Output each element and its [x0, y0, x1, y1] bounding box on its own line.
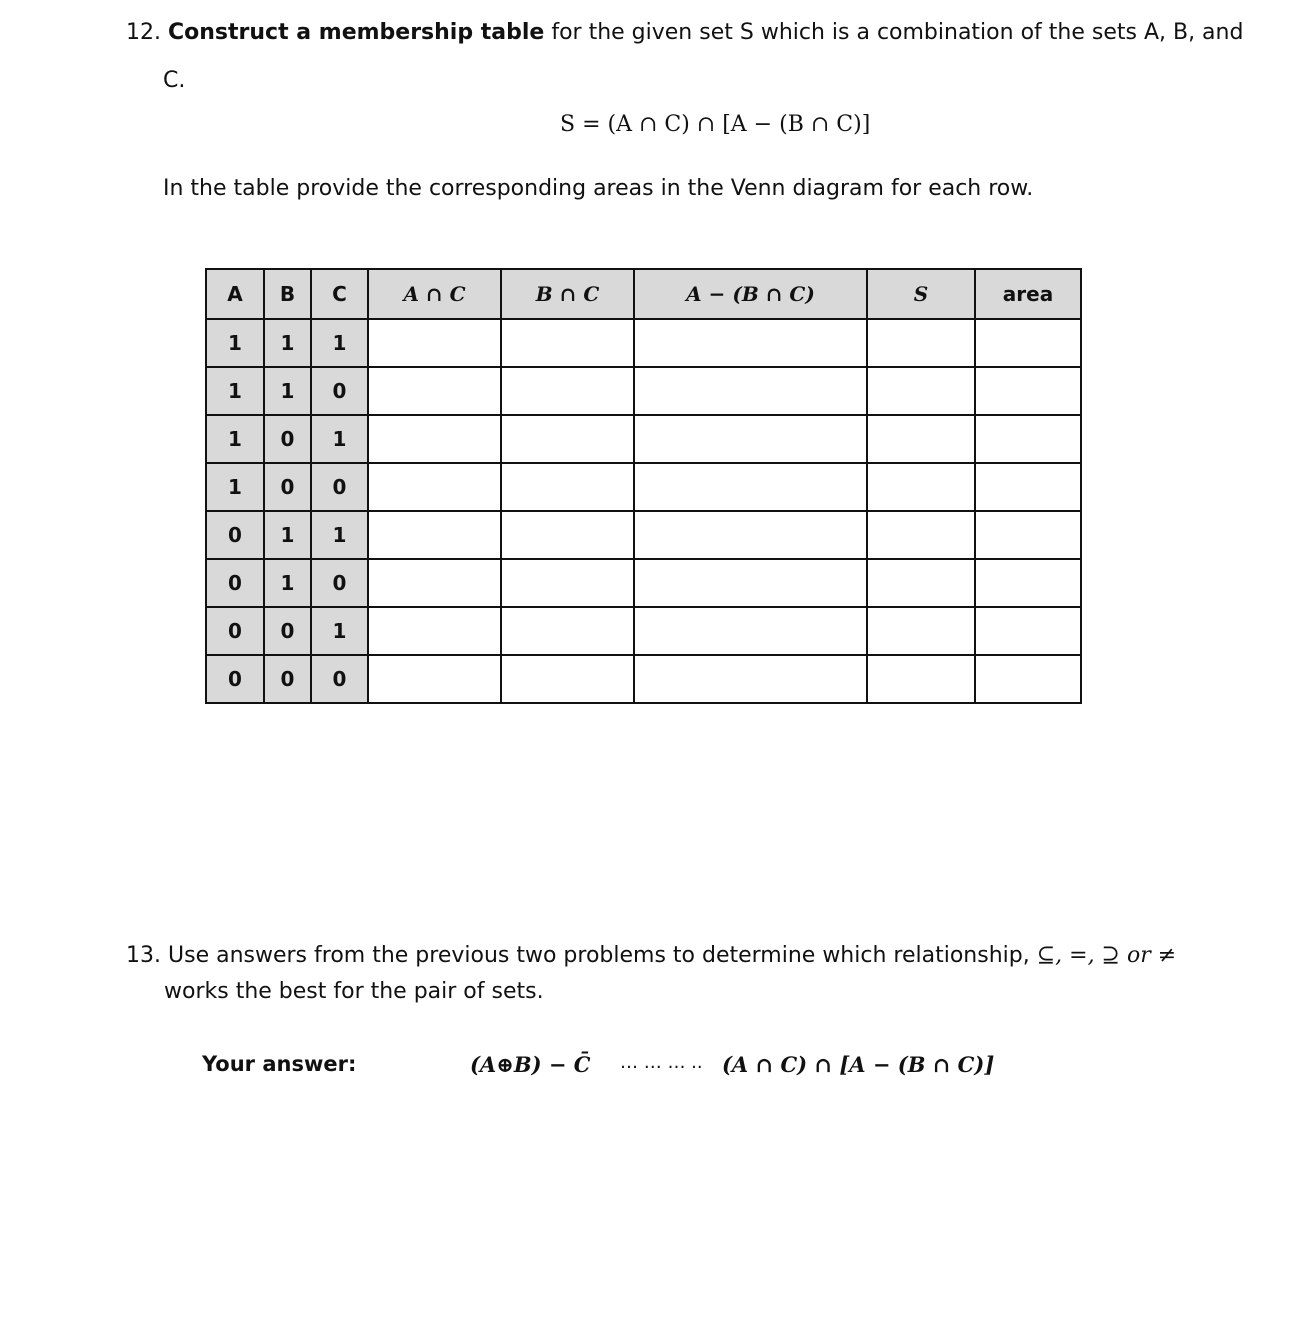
answer-cell-s[interactable] [867, 415, 975, 463]
table-row [206, 367, 1081, 415]
header-a: A [206, 269, 264, 319]
answer-cell-a-minus-b-intersect-c[interactable] [634, 367, 867, 415]
membership-cell-a: 0 [206, 559, 264, 607]
answer-cell-b-intersect-c[interactable] [501, 319, 634, 367]
answer-cell-area[interactable] [975, 463, 1081, 511]
answer-cell-a-intersect-c[interactable] [368, 655, 501, 703]
membership-cell-a: 0 [206, 511, 264, 559]
table-row [206, 559, 1081, 607]
question-12-rest: for the given set S which is a combination of the sets A, B, and [544, 20, 1244, 45]
question-12-number: 12. [126, 20, 161, 45]
header-a-intersect-c: A ∩ C [368, 269, 501, 319]
answer-cell-b-intersect-c[interactable] [501, 415, 634, 463]
membership-cell-c: 1 [311, 607, 368, 655]
question-12-continuation: C. [163, 68, 186, 93]
header-area: area [975, 269, 1081, 319]
answer-cell-a-intersect-c[interactable] [368, 463, 501, 511]
header-c: C [311, 269, 368, 319]
answer-right-expression: (A ∩ C) ∩ [A − (B ∩ C)] [722, 1052, 995, 1077]
answer-cell-area[interactable] [975, 607, 1081, 655]
membership-cell-b: 1 [264, 367, 311, 415]
membership-cell-a: 1 [206, 415, 264, 463]
membership-cell-b: 1 [264, 319, 311, 367]
membership-cell-c: 1 [311, 319, 368, 367]
header-a-minus-b-intersect-c: A − (B ∩ C) [634, 269, 867, 319]
answer-cell-s[interactable] [867, 607, 975, 655]
answer-cell-b-intersect-c[interactable] [501, 367, 634, 415]
membership-table [205, 268, 1082, 704]
membership-cell-a: 1 [206, 319, 264, 367]
question-13-number: 13. [126, 943, 161, 968]
answer-cell-b-intersect-c[interactable] [501, 655, 634, 703]
membership-cell-c: 1 [311, 511, 368, 559]
answer-cell-s[interactable] [867, 367, 975, 415]
table-row [206, 415, 1081, 463]
answer-cell-a-intersect-c[interactable] [368, 319, 501, 367]
answer-cell-s[interactable] [867, 511, 975, 559]
answer-cell-a-intersect-c[interactable] [368, 415, 501, 463]
answer-cell-a-minus-b-intersect-c[interactable] [634, 319, 867, 367]
answer-cell-a-minus-b-intersect-c[interactable] [634, 607, 867, 655]
answer-blank[interactable]: … … … .. [620, 1052, 703, 1073]
membership-cell-c: 0 [311, 559, 368, 607]
answer-cell-a-intersect-c[interactable] [368, 367, 501, 415]
membership-cell-b: 0 [264, 415, 311, 463]
answer-cell-a-minus-b-intersect-c[interactable] [634, 415, 867, 463]
membership-cell-b: 1 [264, 559, 311, 607]
answer-cell-a-minus-b-intersect-c[interactable] [634, 463, 867, 511]
answer-cell-area[interactable] [975, 655, 1081, 703]
table-row [206, 607, 1081, 655]
set-s-formula: S = (A ∩ C) ∩ [A − (B ∩ C)] [560, 112, 871, 137]
table-instruction: In the table provide the corresponding areas in the Venn diagram for each row. [163, 176, 1034, 201]
answer-cell-b-intersect-c[interactable] [501, 559, 634, 607]
question-12-text [126, 18, 1243, 48]
answer-cell-b-intersect-c[interactable] [501, 511, 634, 559]
table-row [206, 511, 1081, 559]
answer-cell-area[interactable] [975, 559, 1081, 607]
question-13-text [126, 938, 1176, 1010]
question-13-line1: Use answers from the previous two problems to determine which relationship, [168, 943, 1030, 968]
membership-cell-a: 0 [206, 655, 264, 703]
membership-cell-b: 1 [264, 511, 311, 559]
membership-cell-c: 0 [311, 463, 368, 511]
answer-cell-area[interactable] [975, 319, 1081, 367]
header-b-intersect-c: B ∩ C [501, 269, 634, 319]
question-13-line2: works the best for the pair of sets. [164, 979, 544, 1004]
question-12-bold-phrase: Construct a membership table [168, 20, 545, 45]
membership-cell-b: 0 [264, 463, 311, 511]
membership-cell-b: 0 [264, 607, 311, 655]
table-header-row [206, 269, 1081, 319]
answer-cell-s[interactable] [867, 319, 975, 367]
answer-cell-s[interactable] [867, 559, 975, 607]
answer-cell-a-intersect-c[interactable] [368, 559, 501, 607]
membership-cell-b: 0 [264, 655, 311, 703]
answer-label: Your answer: [202, 1052, 357, 1076]
answer-cell-a-minus-b-intersect-c[interactable] [634, 559, 867, 607]
header-s: S [867, 269, 975, 319]
answer-cell-s[interactable] [867, 655, 975, 703]
answer-cell-s[interactable] [867, 463, 975, 511]
table-row [206, 319, 1081, 367]
answer-cell-a-minus-b-intersect-c[interactable] [634, 655, 867, 703]
relations-list: ⊆, =, ⊇ or ≠ [1036, 943, 1177, 968]
table-row [206, 463, 1081, 511]
answer-cell-area[interactable] [975, 511, 1081, 559]
answer-cell-b-intersect-c[interactable] [501, 607, 634, 655]
membership-cell-c: 0 [311, 367, 368, 415]
answer-cell-area[interactable] [975, 367, 1081, 415]
answer-left-expression: (A⊕B) − C̄ [470, 1052, 591, 1077]
answer-cell-area[interactable] [975, 415, 1081, 463]
membership-cell-a: 1 [206, 463, 264, 511]
membership-cell-a: 1 [206, 367, 264, 415]
answer-cell-b-intersect-c[interactable] [501, 463, 634, 511]
header-b: B [264, 269, 311, 319]
membership-cell-c: 0 [311, 655, 368, 703]
answer-cell-a-intersect-c[interactable] [368, 511, 501, 559]
membership-cell-a: 0 [206, 607, 264, 655]
membership-cell-c: 1 [311, 415, 368, 463]
answer-cell-a-minus-b-intersect-c[interactable] [634, 511, 867, 559]
table-row [206, 655, 1081, 703]
answer-cell-a-intersect-c[interactable] [368, 607, 501, 655]
